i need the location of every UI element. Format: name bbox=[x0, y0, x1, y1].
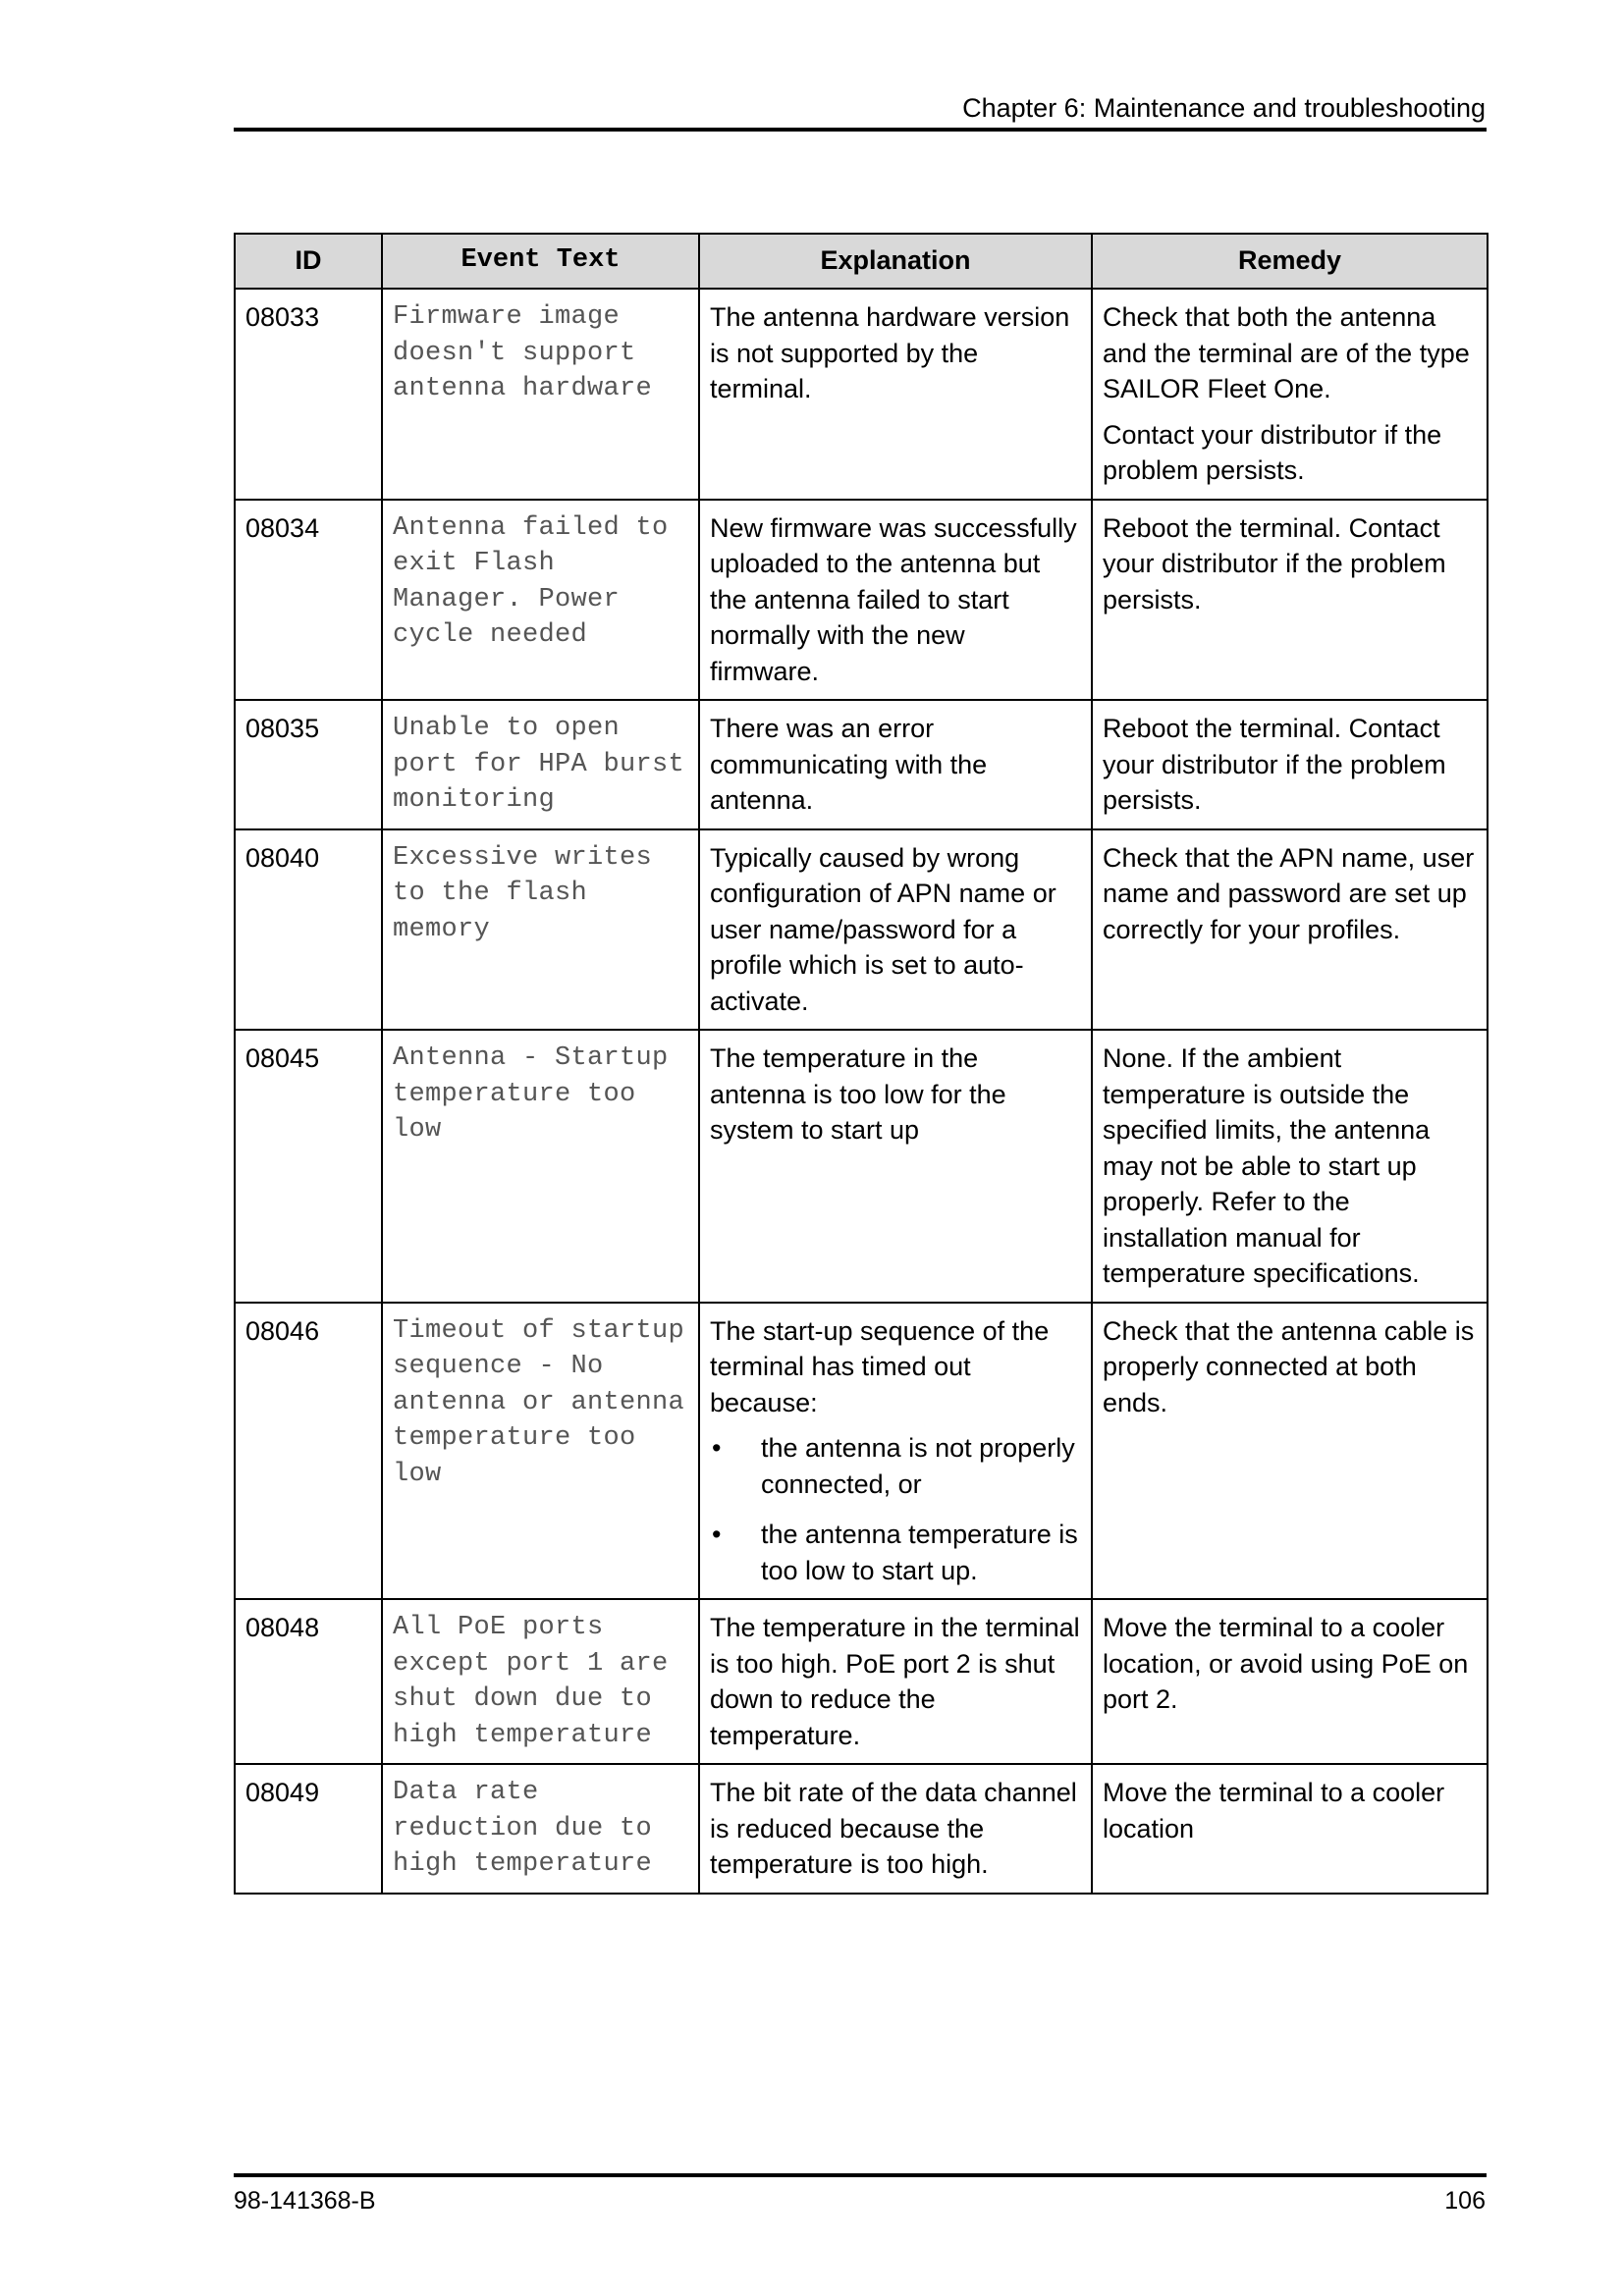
event-text: Antenna - Startup temperature too low bbox=[382, 1030, 699, 1303]
remedy-cell bbox=[1092, 1764, 1488, 1894]
event-text: Timeout of startup sequence - No antenna or antenna temperature too low bbox=[382, 1303, 699, 1600]
header-divider bbox=[234, 128, 1487, 132]
event-text: Antenna failed to exit Flash Manager. Power cycle needed bbox=[382, 500, 699, 701]
remedy-cell bbox=[1092, 500, 1488, 701]
event-id: 08033 bbox=[235, 289, 382, 500]
event-table bbox=[234, 233, 1489, 1895]
table-row bbox=[235, 1303, 1488, 1600]
bullet-icon: • bbox=[712, 1520, 722, 1549]
table-header-row bbox=[235, 234, 1488, 289]
remedy-text: Move the terminal to a cooler location, or avoid using PoE on port 2. bbox=[1103, 1613, 1469, 1714]
table-row bbox=[235, 700, 1488, 829]
explanation-cell bbox=[699, 1599, 1092, 1764]
remedy-text: Reboot the terminal. Contact your distributor if the problem persists. bbox=[1103, 512, 1446, 614]
bullet-text: the antenna is not properly connected, or bbox=[761, 1433, 1075, 1499]
explanation-text: There was an error communicating with the antenna. bbox=[710, 714, 988, 815]
event-id: 08040 bbox=[235, 829, 382, 1031]
list-item bbox=[710, 1517, 1081, 1588]
event-text: All PoE ports except port 1 are shut down due to high temperature bbox=[382, 1599, 699, 1764]
table-row bbox=[235, 1764, 1488, 1894]
explanation-text: New firmware was successfully uploaded to the antenna but the antenna failed to start normally with the new firmware. bbox=[710, 512, 1077, 686]
table-row bbox=[235, 289, 1488, 500]
column-header-explanation: Explanation bbox=[699, 234, 1092, 289]
remedy-cell bbox=[1092, 700, 1488, 829]
remedy-text: Move the terminal to a cooler location bbox=[1103, 1778, 1445, 1843]
explanation-bullet-list bbox=[710, 1430, 1081, 1588]
remedy-text: Check that the antenna cable is properly connected at both ends. bbox=[1103, 1315, 1475, 1417]
remedy-text: Check that both the antenna and the terminal are of the type SAILOR Fleet One. bbox=[1103, 302, 1470, 403]
explanation-text: The bit rate of the data channel is reduced because the temperature is too high. bbox=[710, 1778, 1077, 1879]
event-text: Firmware image doesn't support antenna hardware bbox=[382, 289, 699, 500]
column-header-remedy: Remedy bbox=[1092, 234, 1488, 289]
table-row bbox=[235, 829, 1488, 1031]
explanation-cell bbox=[699, 1764, 1092, 1894]
remedy-cell bbox=[1092, 289, 1488, 500]
explanation-cell bbox=[699, 1303, 1092, 1600]
event-id: 08048 bbox=[235, 1599, 382, 1764]
remedy-text: Contact your distributor if the problem persists. bbox=[1103, 419, 1442, 485]
explanation-text: The start-up sequence of the terminal has timed out because: bbox=[710, 1315, 1050, 1417]
bullet-icon: • bbox=[712, 1433, 722, 1463]
event-text: Data rate reduction due to high temperature bbox=[382, 1764, 699, 1894]
explanation-cell bbox=[699, 1030, 1092, 1303]
list-item bbox=[710, 1430, 1081, 1502]
event-id: 08034 bbox=[235, 500, 382, 701]
chapter-title: Chapter 6: Maintenance and troubleshooting bbox=[962, 93, 1486, 123]
remedy-text: Check that the APN name, user name and password are set up correctly for your profiles. bbox=[1103, 842, 1475, 944]
explanation-text: The antenna hardware version is not supported by the terminal. bbox=[710, 302, 1070, 403]
explanation-cell bbox=[699, 289, 1092, 500]
document-number: 98-141368-B bbox=[234, 2187, 376, 2215]
explanation-cell bbox=[699, 700, 1092, 829]
column-header-id: ID bbox=[235, 234, 382, 289]
remedy-cell bbox=[1092, 829, 1488, 1031]
page-number: 106 bbox=[1444, 2187, 1486, 2215]
remedy-cell bbox=[1092, 1030, 1488, 1303]
remedy-text: None. If the ambient temperature is outside the specified limits, the antenna may not be able to start up properly. Refer to the installation manual for temperature specifications. bbox=[1103, 1043, 1431, 1288]
explanation-text: Typically caused by wrong configuration of APN name or user name/password for a profile which is set to auto-activate. bbox=[710, 842, 1056, 1016]
explanation-cell bbox=[699, 500, 1092, 701]
column-header-event-text: Event Text bbox=[382, 234, 699, 289]
event-id: 08046 bbox=[235, 1303, 382, 1600]
explanation-text: The temperature in the terminal is too high. PoE port 2 is shut down to reduce the temperature. bbox=[710, 1613, 1080, 1750]
table-row bbox=[235, 1599, 1488, 1764]
event-id: 08035 bbox=[235, 700, 382, 829]
explanation-text: The temperature in the antenna is too low for the system to start up bbox=[710, 1043, 1006, 1145]
event-id: 08049 bbox=[235, 1764, 382, 1894]
footer-divider bbox=[234, 2173, 1487, 2177]
event-table-body bbox=[235, 289, 1488, 1894]
event-text: Excessive writes to the flash memory bbox=[382, 829, 699, 1031]
event-id: 08045 bbox=[235, 1030, 382, 1303]
table-row bbox=[235, 500, 1488, 701]
remedy-cell bbox=[1092, 1599, 1488, 1764]
table-row bbox=[235, 1030, 1488, 1303]
event-text: Unable to open port for HPA burst monitoring bbox=[382, 700, 699, 829]
remedy-cell bbox=[1092, 1303, 1488, 1600]
explanation-cell bbox=[699, 829, 1092, 1031]
remedy-text: Reboot the terminal. Contact your distributor if the problem persists. bbox=[1103, 714, 1446, 815]
bullet-text: the antenna temperature is too low to start up. bbox=[761, 1520, 1078, 1585]
